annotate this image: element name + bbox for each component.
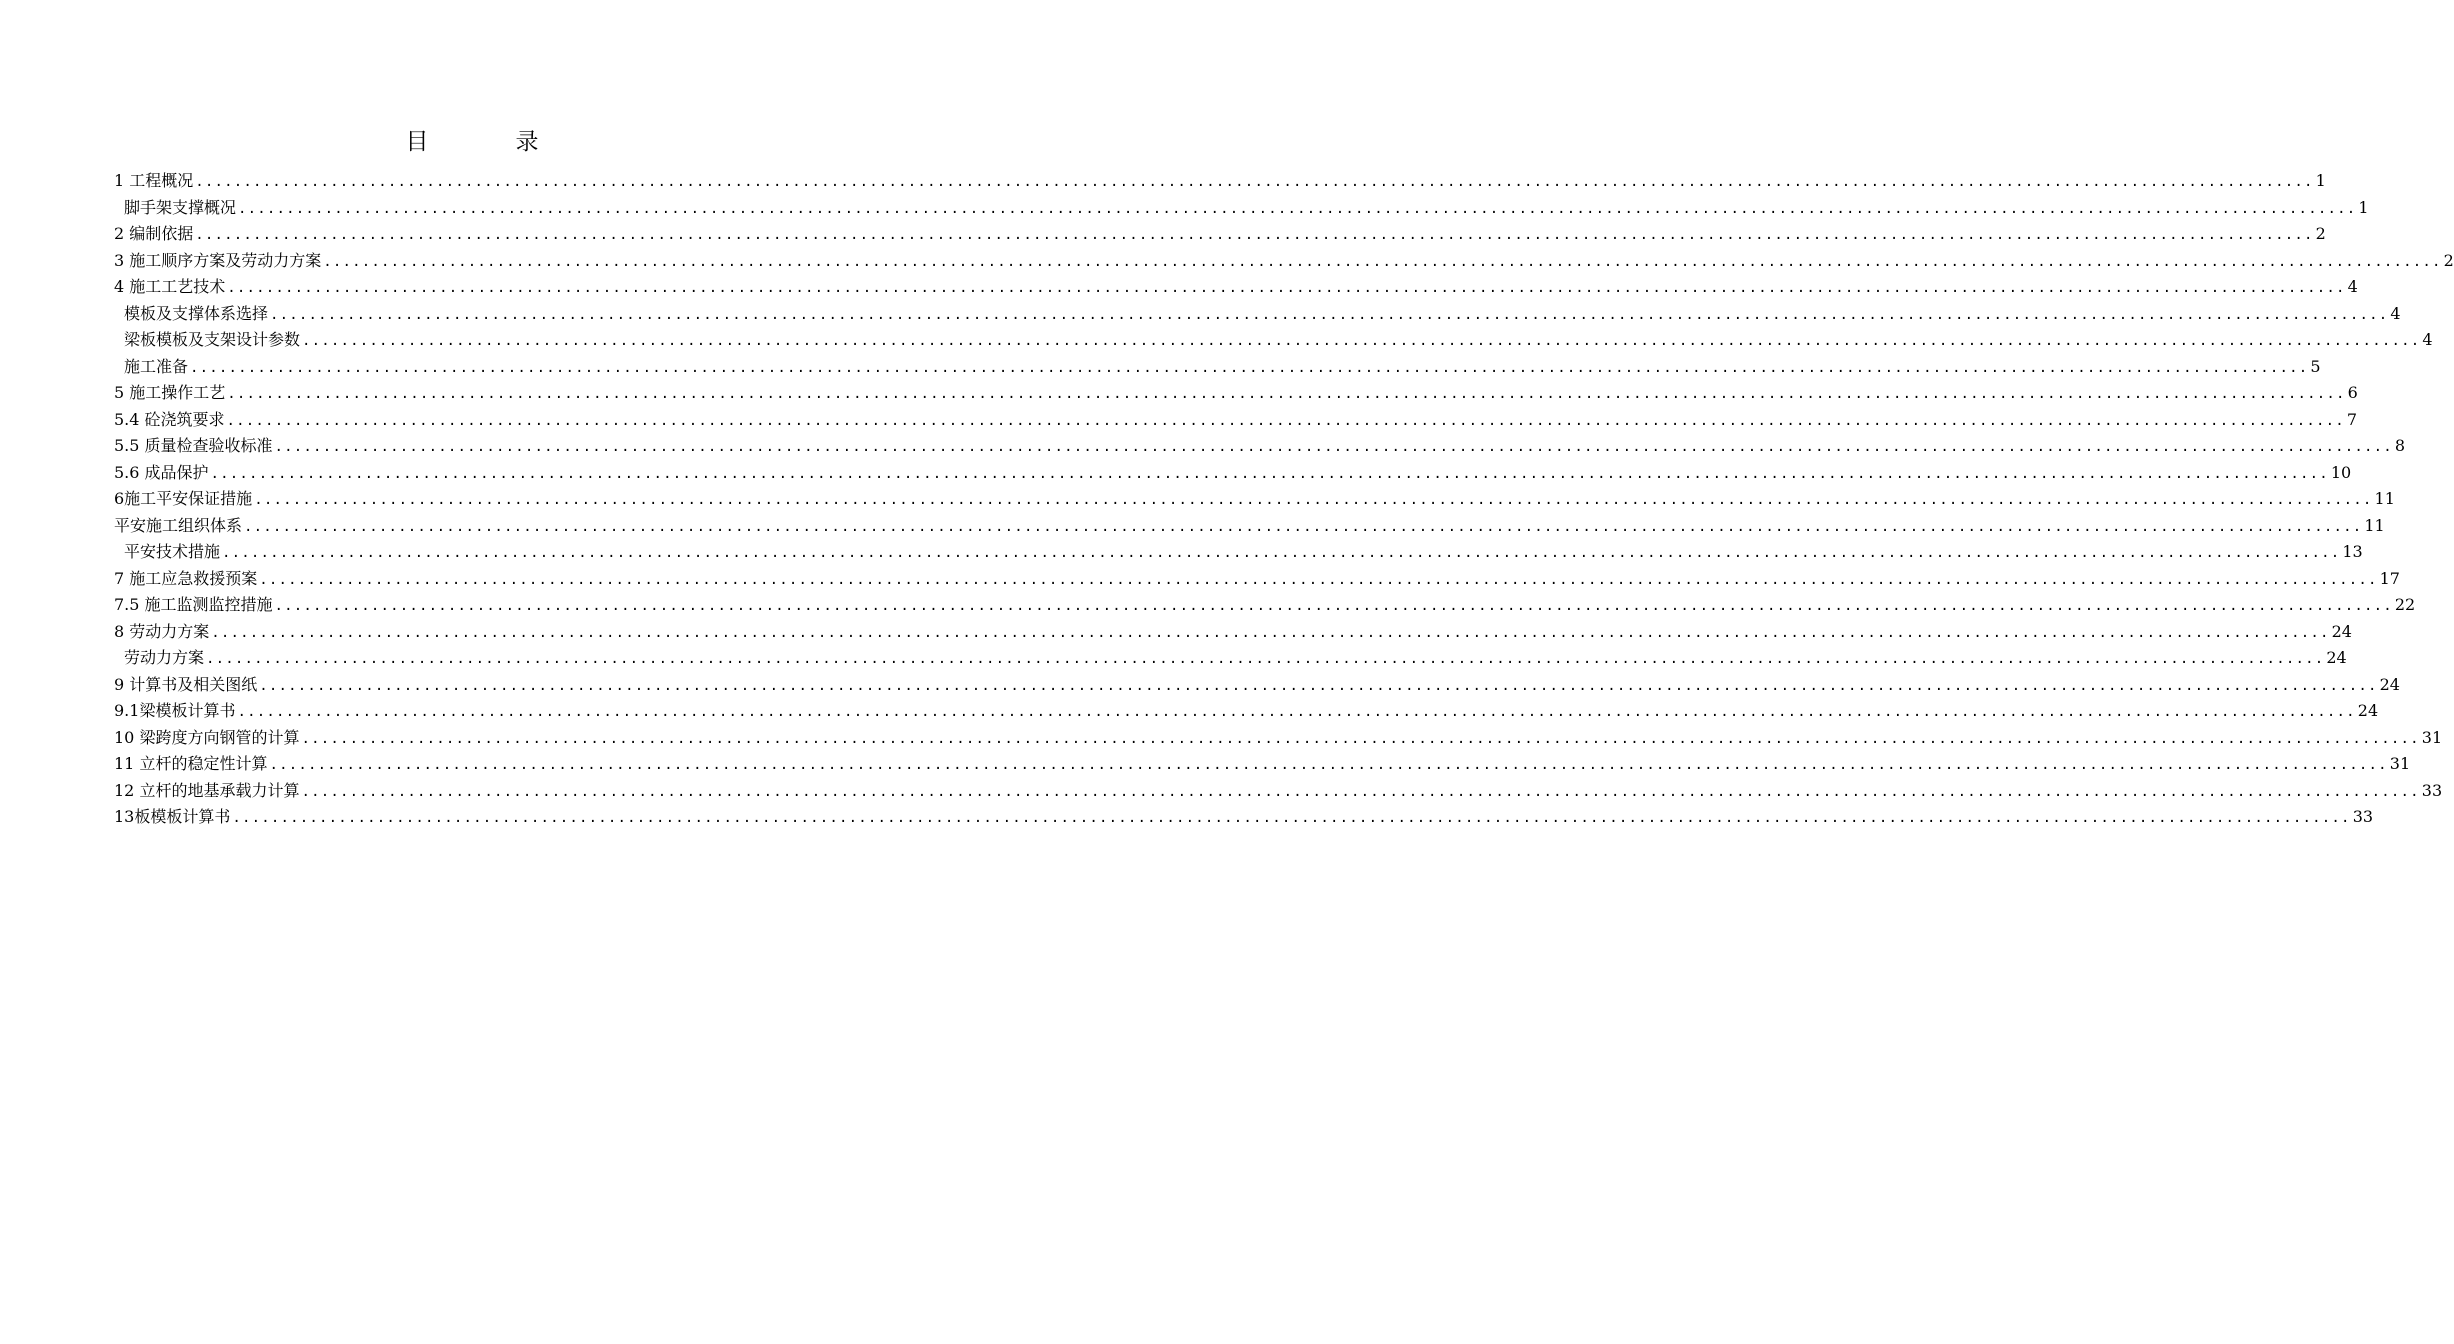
toc-entry[interactable] [114,778,2443,805]
toc-entry-page: 31 [2389,754,2411,773]
toc-entry-page: 33 [2352,807,2374,826]
toc-entry-text: 13板模板计算书 [114,807,231,826]
toc-entry-page: 10 [2330,462,2352,482]
toc-leader-dots: ............................................................................................................................................................................................................................ [270,306,2389,323]
toc-entry[interactable] [114,804,2374,831]
toc-entry-text: 12 立杆的地基承载力计算 [114,780,300,800]
toc-leader-dots: ............................................................................................................................................................................................................................ [259,571,2378,588]
toc-entry-page: 24 [2379,674,2400,694]
toc-entry-page: 4 [2390,303,2401,323]
toc-entry-text: 4 施工工艺技术 [114,277,226,296]
toc-entry-text: 1 工程概况 [114,171,194,190]
toc-leader-dots: ............................................................................................................................................................................................................................ [206,651,2325,667]
toc-leader-dots: ............................................................................................................................................................................................................................ [211,624,2330,641]
toc-entry[interactable] [114,751,2411,778]
toc-leader-dots: ............................................................................................................................................................................................................................ [323,253,2442,270]
toc-entry-page: 24 [2357,701,2379,720]
toc-leader-dots: ............................................................................................................................................................................................................................ [232,810,2351,826]
toc-entry-text: 5 施工操作工艺 [114,383,226,402]
toc-entry[interactable] [114,698,2379,725]
toc-entry[interactable] [114,274,2358,301]
toc-entry-page: 17 [2379,568,2400,588]
toc-entry-page: 4 [2347,277,2358,296]
toc-entry[interactable] [114,619,2352,646]
toc-entry[interactable] [114,248,2454,275]
table-of-contents [114,168,2454,831]
toc-entry-text: 梁板模板及支架设计参数 [124,330,301,349]
toc-entry-text: 模板及支撑体系选择 [124,303,269,323]
toc-entry[interactable] [114,592,2416,619]
toc-entry-page: 13 [2342,542,2363,561]
toc-entry-page: 8 [2394,436,2406,455]
toc-entry-text: 5.5 质量检查验收标准 [114,436,273,455]
toc-entry[interactable] [114,354,2321,381]
toc-entry[interactable] [114,486,2395,513]
toc-entry[interactable] [114,645,2347,672]
toc-entry-page: 5 [2310,356,2321,376]
toc-entry-text: 8 劳动力方案 [114,621,210,641]
toc-leader-dots: ............................................................................................................................................................................................................................ [301,730,2420,747]
toc-leader-dots: ............................................................................................................................................................................................................................ [302,333,2421,349]
toc-entry-text: 施工准备 [124,356,189,376]
toc-entry-text: 7 施工应急救援预案 [114,568,258,588]
toc-entry-page: 2 [2443,250,2454,270]
toc-leader-dots: ............................................................................................................................................................................................................................ [254,492,2373,508]
toc-leader-dots: ............................................................................................................................................................................................................................ [244,518,2363,535]
toc-entry-page: 24 [2331,621,2352,641]
toc-entry-page: 2 [2315,224,2326,243]
toc-entry[interactable] [114,380,2358,407]
toc-entry-text: 9 计算书及相关图纸 [114,674,258,694]
toc-entry-page: 22 [2394,595,2416,614]
toc-entry-text: 劳动力方案 [124,648,205,667]
toc-title: 目 录 [405,129,571,155]
toc-leader-dots: ............................................................................................................................................................................................................................ [274,598,2393,614]
toc-entry-text: 3 施工顺序方案及劳动力方案 [114,250,322,270]
toc-entry[interactable] [114,221,2326,248]
toc-entry-text: 2 编制依据 [114,224,194,243]
toc-leader-dots: ............................................................................................................................................................................................................................ [301,783,2420,800]
toc-entry-text: 5.4 砼浇筑要求 [114,409,225,429]
toc-entry[interactable] [114,539,2363,566]
toc-entry[interactable] [114,566,2400,593]
toc-leader-dots: ............................................................................................................................................................................................................................ [238,200,2357,217]
toc-leader-dots: ............................................................................................................................................................................................................................ [210,465,2329,482]
toc-entry-text: 11 立杆的稳定性计算 [114,754,268,773]
toc-entry-page: 6 [2347,383,2358,402]
toc-entry-text: 7.5 施工监测监控措施 [114,595,273,614]
toc-entry-page: 4 [2422,330,2433,349]
toc-entry[interactable] [114,672,2400,699]
toc-entry[interactable] [114,301,2401,328]
toc-entry-page: 1 [2315,171,2326,190]
toc-leader-dots: ............................................................................................................................................................................................................................ [195,174,2314,190]
toc-leader-dots: ............................................................................................................................................................................................................................ [259,677,2378,694]
toc-entry-text: 平安施工组织体系 [114,515,243,535]
toc-entry[interactable] [114,513,2385,540]
toc-leader-dots: ............................................................................................................................................................................................................................ [227,280,2346,296]
toc-entry-page: 11 [2364,515,2385,535]
toc-entry-page: 7 [2346,409,2358,429]
toc-leader-dots: ............................................................................................................................................................................................................................ [195,227,2314,243]
toc-entry-text: 平安技术措施 [124,542,221,561]
toc-entry[interactable] [114,460,2352,487]
toc-entry[interactable] [114,725,2443,752]
toc-entry-page: 1 [2358,197,2369,217]
toc-entry-page: 31 [2421,727,2443,747]
toc-entry-text: 6施工平安保证措施 [114,489,253,508]
toc-entry-text: 5.6 成品保护 [114,462,209,482]
toc-entry-page: 11 [2374,489,2395,508]
toc-entry[interactable] [114,433,2406,460]
toc-leader-dots: ............................................................................................................................................................................................................................ [269,757,2388,773]
toc-entry-text: 脚手架支撑概况 [124,197,237,217]
toc-entry-text: 9.1梁模板计算书 [114,701,236,720]
toc-entry-page: 24 [2326,648,2347,667]
toc-entry[interactable] [114,168,2326,195]
toc-leader-dots: ............................................................................................................................................................................................................................ [274,439,2393,455]
toc-leader-dots: ............................................................................................................................................................................................................................ [190,359,2309,376]
toc-leader-dots: ............................................................................................................................................................................................................................ [237,704,2356,720]
toc-entry-text: 10 梁跨度方向钢管的计算 [114,727,300,747]
toc-entry[interactable] [114,195,2369,222]
toc-leader-dots: ............................................................................................................................................................................................................................ [226,412,2345,429]
toc-leader-dots: ............................................................................................................................................................................................................................ [222,545,2341,561]
toc-entry[interactable] [114,327,2433,354]
toc-entry-page: 33 [2421,780,2443,800]
toc-entry[interactable] [114,407,2358,434]
toc-leader-dots: ............................................................................................................................................................................................................................ [227,386,2346,402]
